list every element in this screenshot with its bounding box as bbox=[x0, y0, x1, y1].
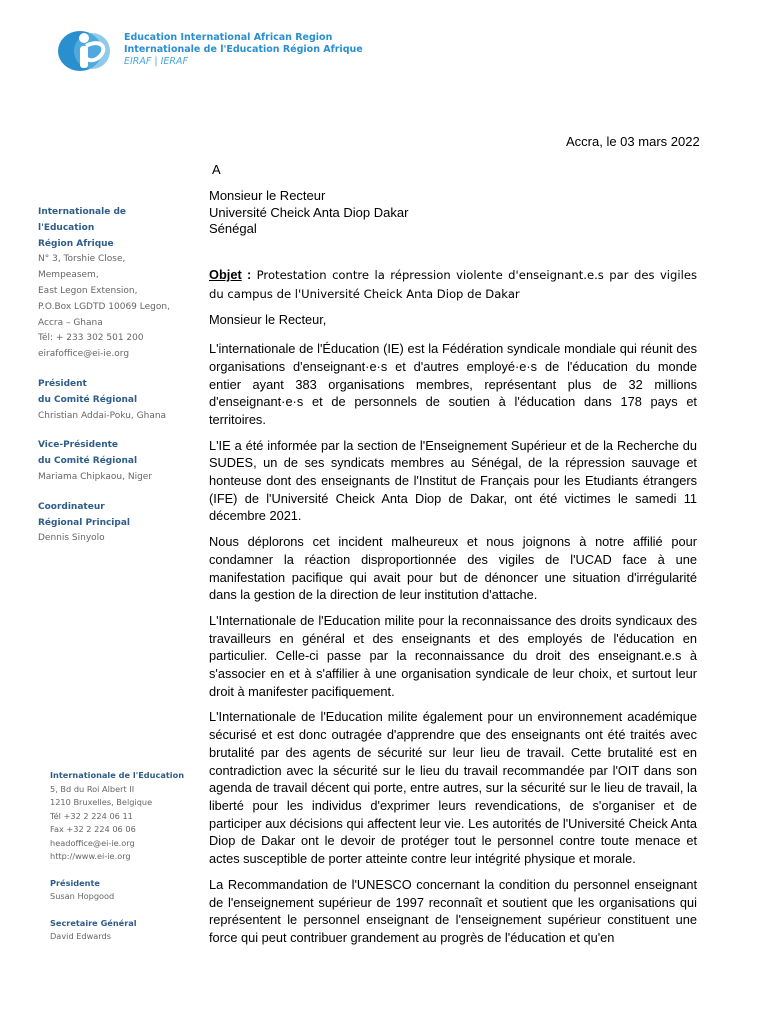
sidebar-heading: Vice-Présidente bbox=[38, 440, 119, 451]
sidebar-email: eirafoffice@ei-ie.org bbox=[38, 349, 130, 360]
sidebar-heading: l'Education bbox=[38, 222, 95, 233]
sidebar-block-office bbox=[38, 205, 198, 363]
sidebar-phone: Tél +32 2 224 06 11 bbox=[50, 810, 133, 821]
recipient-line: Sénégal bbox=[209, 221, 257, 236]
sidebar-heading: Coordinateur bbox=[38, 501, 105, 512]
sidebar-line: 5, Bd du Roi Albert II bbox=[50, 783, 135, 794]
sidebar-heading: Président bbox=[38, 378, 87, 389]
logo-wordmark bbox=[124, 32, 363, 68]
sidebar-block-secretary bbox=[50, 917, 210, 944]
sidebar-line: Dennis Sinyolo bbox=[38, 533, 105, 544]
body-paragraph: L'Internationale de l'Education milite pour la reconnaissance des droits syndicaux des travailleurs en général et des enseignants et des employés de l'éducation en particulier. Celle-ci passe par la reconnaissance du droit des enseignant.e.s à s'associer en et à s'affilier à une organisation syndicale de leur choix, et surtout leur droit à manifester pacifiquement. bbox=[209, 612, 697, 699]
sidebar-heading: du Comité Régional bbox=[38, 456, 138, 467]
sidebar-block-head-office bbox=[50, 769, 210, 864]
sidebar-heading: Internationale de l'Education bbox=[50, 770, 185, 780]
organization-logo bbox=[56, 24, 363, 80]
sidebar-line: 1210 Bruxelles, Belgique bbox=[50, 797, 153, 807]
salutation: Monsieur le Recteur, bbox=[209, 312, 327, 328]
addressee-prefix: A bbox=[212, 162, 221, 177]
sidebar-block-vice-president bbox=[38, 438, 198, 485]
sidebar-block-coordinator bbox=[38, 500, 198, 547]
sidebar-heading: Régional Principal bbox=[38, 517, 130, 528]
sidebar-line: Susan Hopgood bbox=[50, 891, 115, 901]
sidebar-line: David Edwards bbox=[50, 931, 112, 941]
sidebar-heading: Région Afrique bbox=[38, 238, 114, 249]
body-paragraph: L'Internationale de l'Education milite également pour un environnement académique sécurisé et est donc outragée d'apprendre que des enseignants ont été traités avec brutalité par des agents de sécurité sur leur lieu de travail. Cette brutalité est en contradiction avec la sécurité sur le lieu du travail recommandée par l'OIT dans son agenda de travail décent qui porte, entre autres, sur la sécurité sur le lieu de travail, la liberté pour les individus d'exprimer leurs revendications, de s'organiser et de participer aux décisions qui affectent leur vie. Les autorités de l'Université Cheick Anta Diop de Dakar ont le devoir de protéger tout le personnel contre toute menace et actes susceptible de porter atteinte contre leur intégrité physique et morale. bbox=[209, 709, 697, 867]
sidebar-phone: Tél: + 233 302 501 200 bbox=[38, 333, 144, 344]
logo-line-1: Education International African Region bbox=[124, 32, 333, 43]
sidebar-line: Mempeasem, bbox=[38, 270, 99, 281]
body-paragraph: Nous déplorons cet incident malheureux et nous joignons à notre affilié pour condamner la réaction disproportionnée des vigiles de l'UCAD face à une manifestation pacifique qui avait pour but de dénoncer une situation d'irrégularité dans la gestion de la direction de leur institution d'attache. bbox=[209, 534, 697, 603]
sidebar-block-presidente bbox=[50, 877, 210, 904]
recipient-address bbox=[209, 188, 408, 238]
body-paragraph: La Recommandation de l'UNESCO concernant la condition du personnel enseignant de l'enseignement supérieur de 1997 reconnaît et soutient que les organisations qui représentent le personnel enseignant de l'enseignement supérieur constituent une force qui peut contribuer grandement au progrès de l'éducation et qu'en bbox=[209, 876, 697, 945]
sidebar-line: Mariama Chipkaou, Niger bbox=[38, 471, 153, 482]
sidebar-fax: Fax +32 2 224 06 06 bbox=[50, 824, 136, 834]
subject-line bbox=[209, 266, 697, 303]
sidebar-website: http://www.ei-ie.org bbox=[50, 851, 131, 861]
sidebar-line: Accra – Ghana bbox=[38, 317, 103, 328]
letter-date: Accra, le 03 mars 2022 bbox=[566, 134, 700, 149]
sidebar-line: East Legon Extension, bbox=[38, 285, 138, 296]
sidebar-email: headoffice@ei-ie.org bbox=[50, 837, 135, 848]
sidebar-line: Christian Addai-Poku, Ghana bbox=[38, 410, 167, 421]
sidebar-heading: Secretaire Général bbox=[50, 917, 137, 928]
recipient-line: Université Cheick Anta Diop Dakar bbox=[209, 204, 409, 220]
ei-logo-icon bbox=[56, 24, 118, 76]
sidebar-block-president bbox=[38, 377, 198, 424]
sidebar-line: P.O.Box LGDTD 10069 Legon, bbox=[38, 301, 170, 312]
sidebar-line: N° 3, Torshie Close, bbox=[38, 254, 126, 265]
subject-label: Objet bbox=[209, 267, 242, 282]
logo-line-3: EIRAF | IERAF bbox=[124, 56, 188, 67]
regional-office-sidebar bbox=[38, 205, 198, 561]
sidebar-heading: Présidente bbox=[50, 877, 100, 888]
letter-body bbox=[209, 266, 697, 955]
subject-separator: : bbox=[241, 267, 257, 282]
subject-text: Protestation contre la répression violente d'enseignant.e.s par des vigiles du campus de l'Université Cheick Anta Diop de Dakar bbox=[209, 268, 698, 301]
logo-line-2: Internationale de l'Education Région Afrique bbox=[124, 44, 363, 55]
recipient-line: Monsieur le Recteur bbox=[209, 188, 326, 203]
head-office-sidebar bbox=[50, 769, 210, 957]
body-paragraph: L'internationale de l'Éducation (IE) est la Fédération syndicale mondiale qui réunit des organisations d'enseignant·e·s et d'autres employé·e·s de l'éducation du monde entier ayant 383 organisations membres, représentant plus de 32 millions d'enseignant·e·s et de personnels de soutien à l'éducation dans 178 pays et territoires. bbox=[209, 341, 697, 427]
sidebar-heading: du Comité Régional bbox=[38, 394, 138, 405]
body-paragraph: L'IE a été informée par la section de l'Enseignement Supérieur et de la Recherche du SUDES, un de ses syndicats membres au Sénégal, de la répression sauvage et honteuse dont des enseignants de l'Institut de Français pour les Etudiants étrangers (IFE) de l'Université Cheick Anta Diop de Dakar, ont été victimes le samedi 11 décembre 2021. bbox=[209, 437, 697, 524]
sidebar-heading: Internationale de bbox=[38, 207, 127, 217]
